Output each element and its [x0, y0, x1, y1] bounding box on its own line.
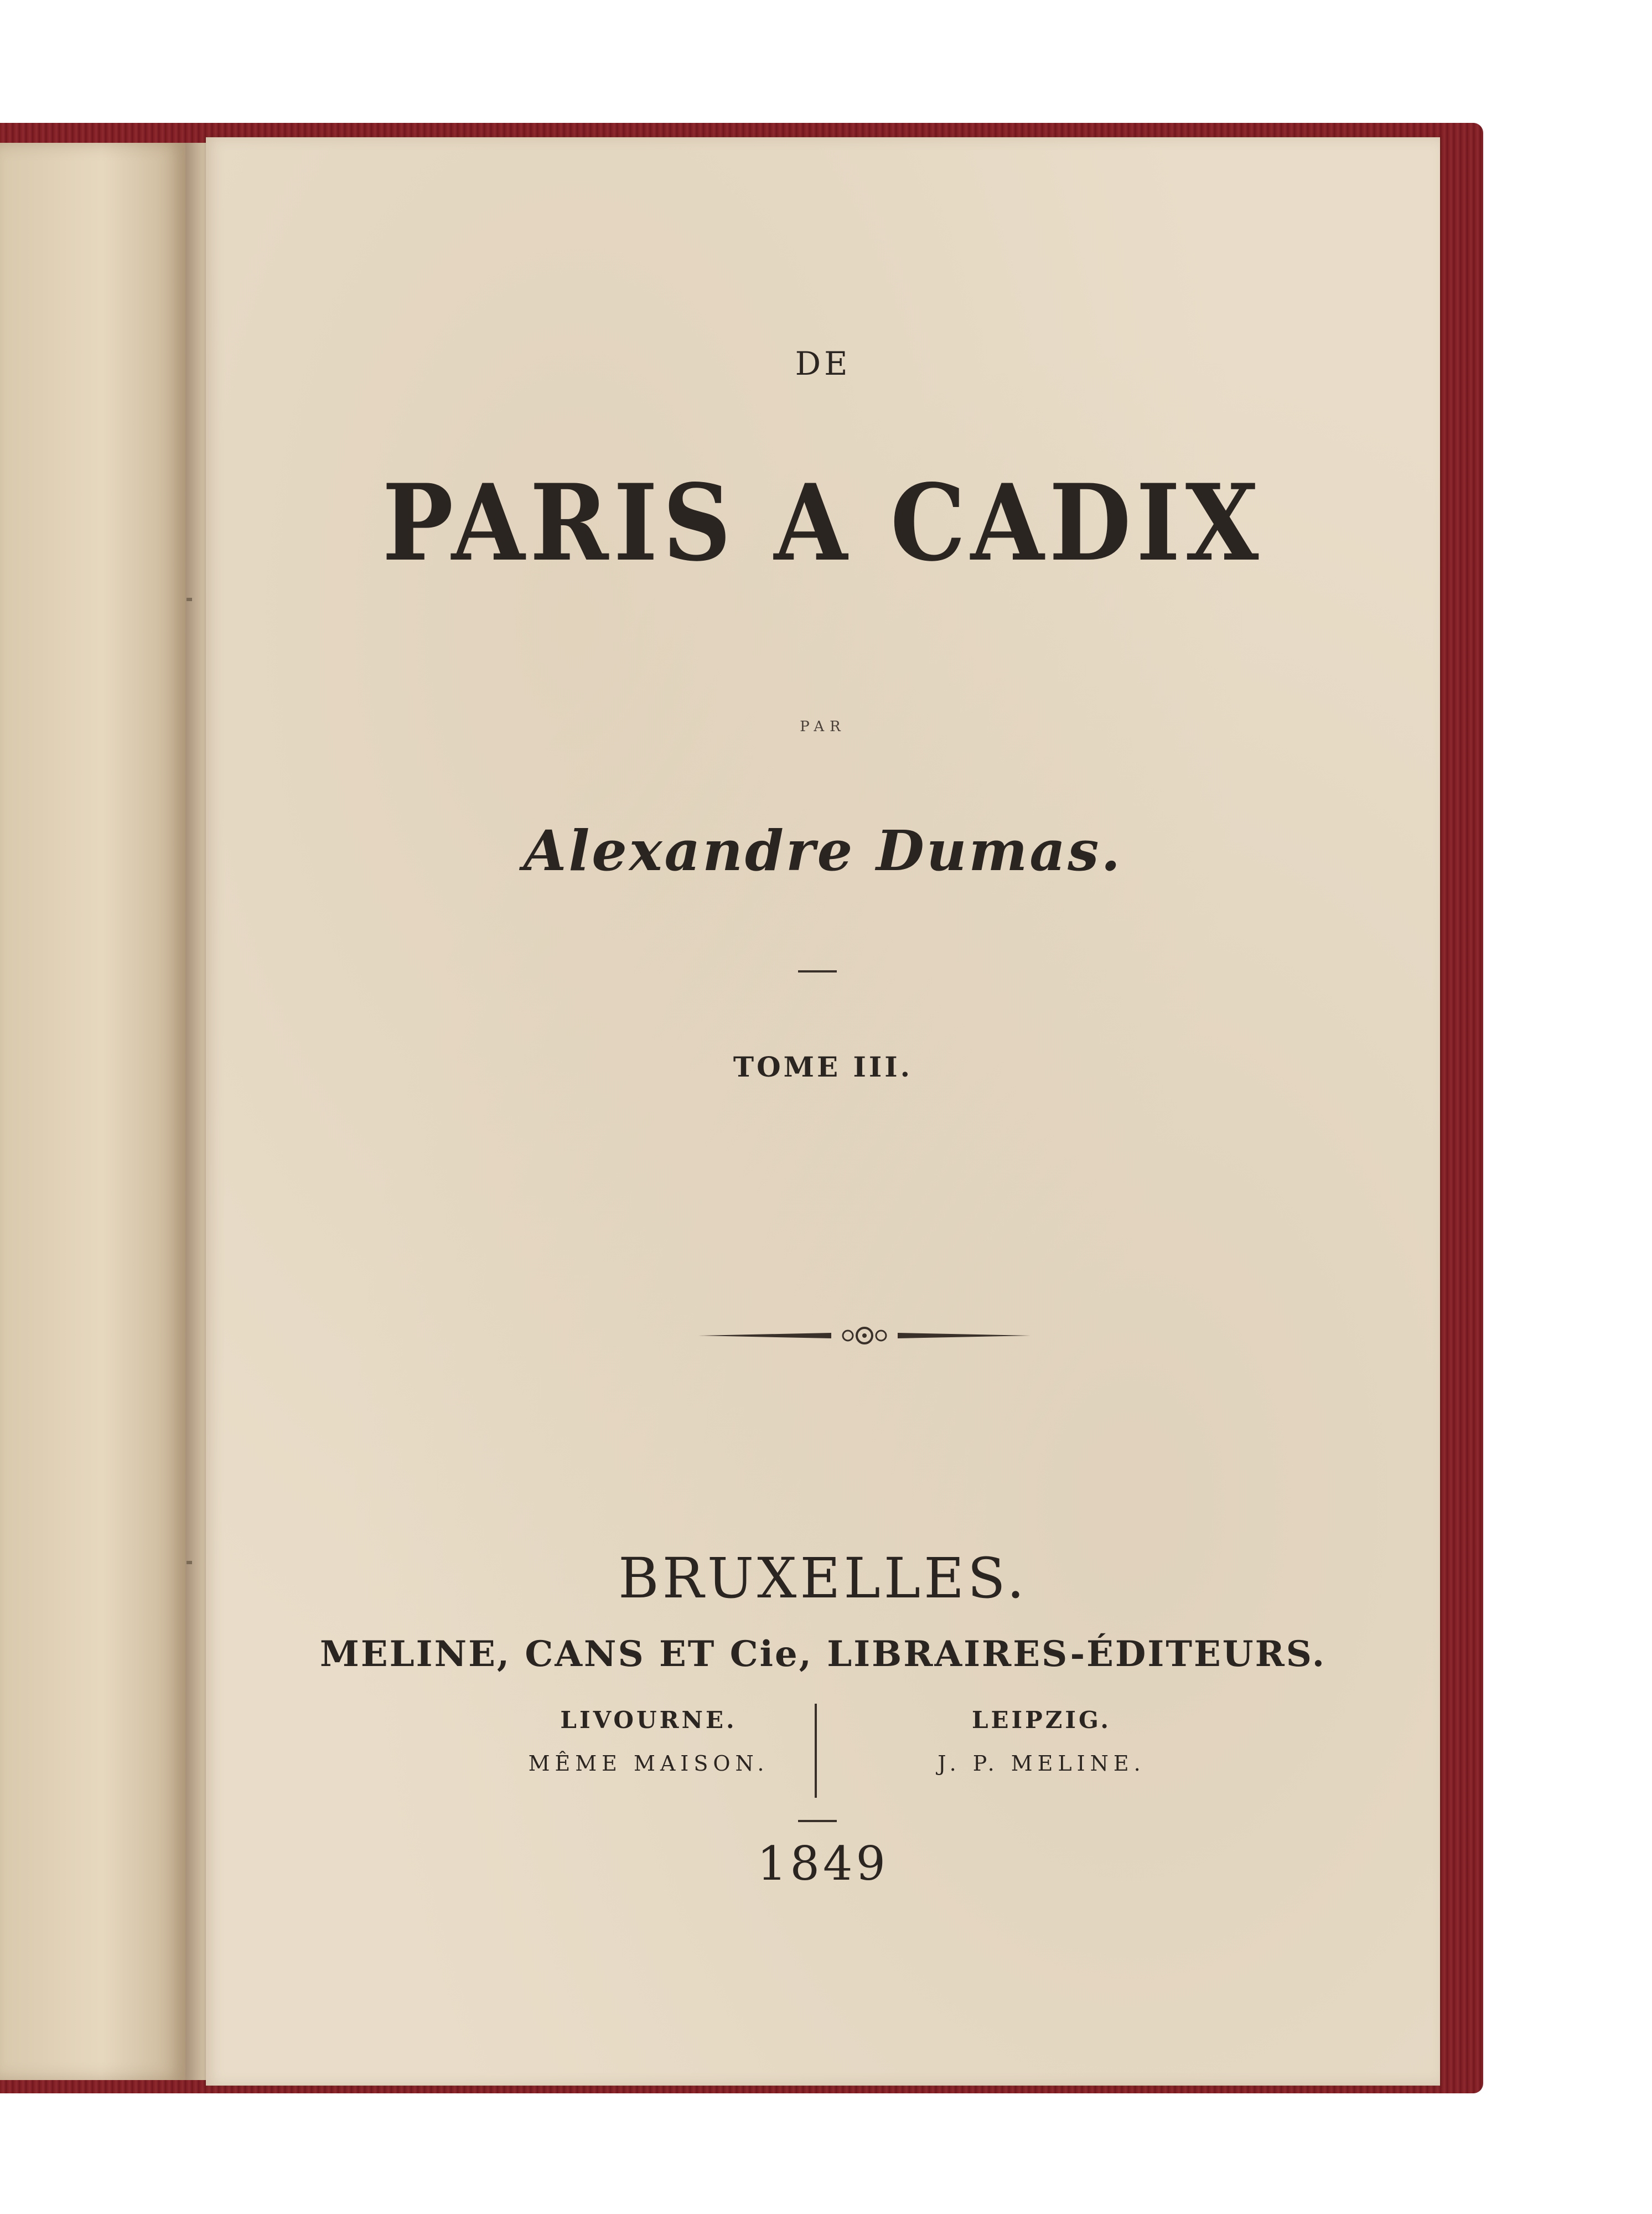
by-line: PAR [800, 718, 846, 735]
short-rule [798, 1820, 837, 1822]
column-divider [815, 1704, 817, 1798]
imprint-right-column [876, 1706, 1208, 1776]
imprint-city: BRUXELLES. [618, 1546, 1028, 1611]
title-page [206, 137, 1440, 2086]
binding-stitch [187, 598, 192, 601]
book-title: PARIS A CADIX [382, 461, 1264, 584]
publication-year: 1849 [757, 1837, 889, 1891]
title-preposition: DE [795, 345, 851, 382]
left-column-house: MÊME MAISON. [528, 1751, 769, 1776]
right-column-city: LEIPZIG. [971, 1706, 1112, 1734]
binding-stitch [187, 1561, 192, 1564]
right-column-house: J. P. MELINE. [938, 1751, 1146, 1776]
left-endpaper [0, 143, 185, 2080]
volume-label: TOME III. [733, 1051, 913, 1083]
author-name: Alexandre Dumas. [523, 818, 1123, 883]
short-rule [798, 970, 837, 972]
book-gutter [185, 143, 208, 2080]
imprint-left-column [483, 1706, 815, 1776]
left-column-city: LIVOURNE. [560, 1706, 737, 1734]
ornament-divider [698, 1322, 1030, 1349]
imprint-publisher: MELINE, CANS ET Cie, LIBRAIRES-ÉDITEURS. [320, 1633, 1326, 1675]
